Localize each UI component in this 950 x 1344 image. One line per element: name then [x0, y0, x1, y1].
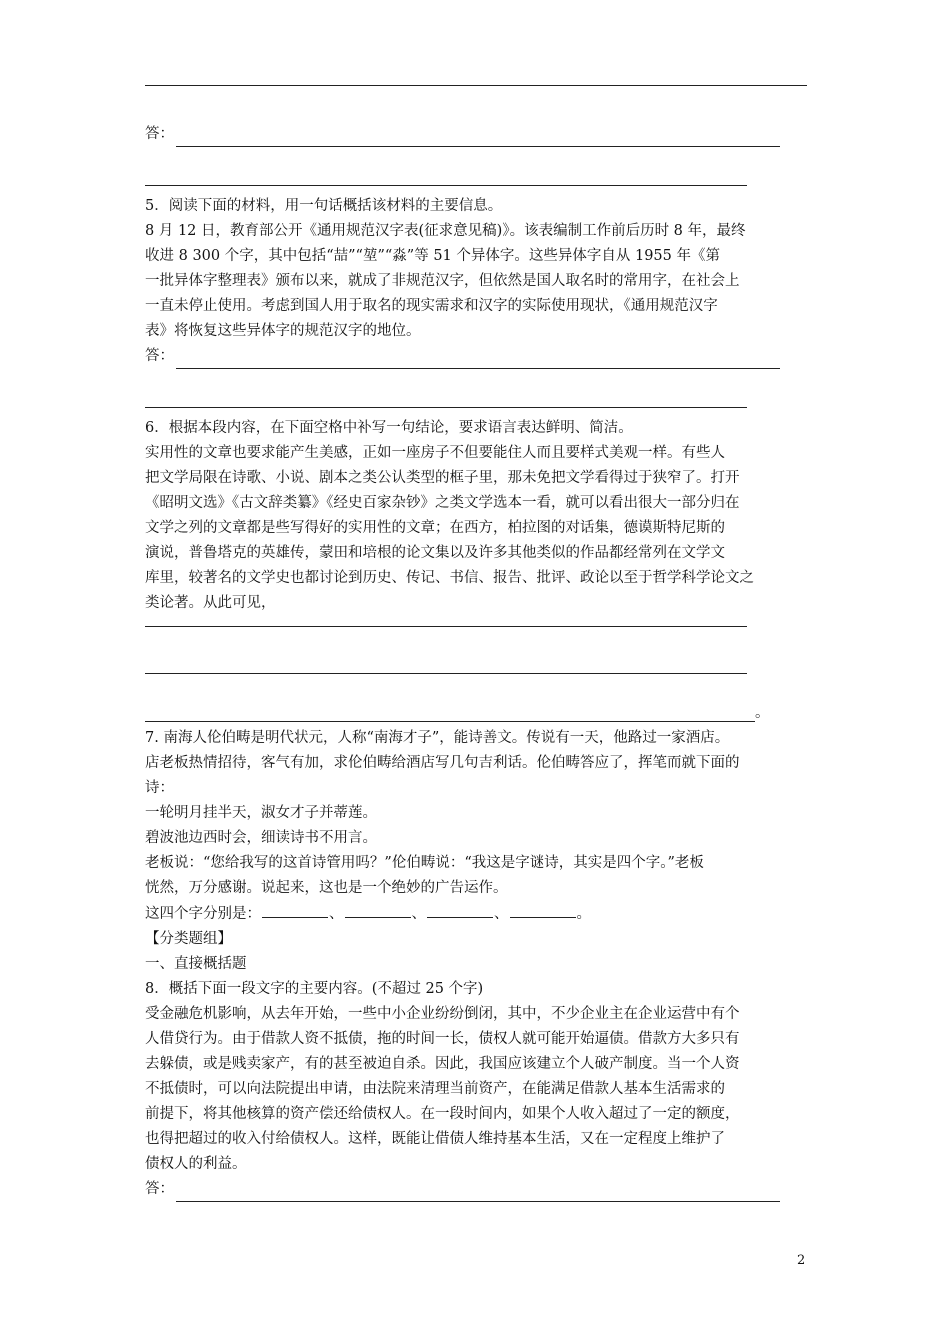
answer-blank[interactable]: [176, 351, 780, 369]
q7-after-1: 老板说：“您给我写的这首诗管用吗？”伦伯畴说：“我这是字谜诗，其实是四个字。”老板: [145, 855, 704, 871]
q8-line-6: 也得把超过的收入付给债权人。这样，既能让借债人维持基本生活，又在一定程度上维护了: [145, 1131, 725, 1147]
q7-line-2: 店老板热情招待，客气有加，求伦伯畴给酒店写几句吉利话。伦伯畴答应了，挥笔而就下面的: [145, 755, 740, 771]
answer-label: 答：: [145, 348, 174, 364]
q7-blank-2[interactable]: [345, 901, 411, 918]
q6-line-4: 文学之列的文章都是些写得好的实用性的文章；在西方，柏拉图的对话集，德谟斯特尼斯的: [145, 520, 725, 536]
page-number: 2: [797, 1253, 806, 1268]
q5-line-3: 一批异体字整理表》颁布以来，就成了非规范汉字，但依然是国人取名时的常用字，在社会上: [145, 273, 740, 289]
q7-prompt-line: [145, 901, 807, 927]
q7-poem-2: 碧波池边西时会，细读诗书不用言。: [145, 830, 377, 846]
section-heading: 一、直接概括题: [145, 956, 247, 972]
period: 。: [576, 906, 591, 922]
q6-title: 6．根据本段内容，在下面空格中补写一句结论，要求语言表达鲜明、简洁。: [145, 420, 633, 436]
period: 。: [755, 705, 770, 721]
answer-blank[interactable]: [176, 129, 780, 147]
q7-line-1: 7. 南海人伦伯畴是明代状元，人称“南海才子”，能诗善文。传说有一天，他路过一家酒店。: [145, 730, 730, 746]
q8-line-2: 人借贷行为。由于借款人资不抵债，拖的时间一长，债权人就可能开始逼债。借款方大多只有: [145, 1031, 740, 1047]
answer-line-q5: [145, 344, 807, 369]
q8-line-4: 不抵债时，可以向法院提出申请，由法院来清理当前资产，在能满足借款人基本生活需求的: [145, 1081, 725, 1097]
q7-poem-1: 一轮明月挂半天，淑女才子并蒂莲。: [145, 805, 377, 821]
answer-blank[interactable]: [176, 1184, 780, 1202]
q5-line-2: 收进 8 300 个字，其中包括“喆”“堃”“淼”等 51 个异体字。这些异体字自从 1955 年《第: [145, 248, 720, 264]
q5-title: 5．阅读下面的材料，用一句话概括该材料的主要信息。: [145, 198, 503, 214]
answer-label: 答：: [145, 126, 174, 142]
q7-blank-3[interactable]: [427, 901, 493, 918]
q8-line-5: 前提下，将其他核算的资产偿还给债权人。在一段时间内，如果个人收入超过了一定的额度，: [145, 1106, 740, 1122]
q6-line-5: 演说，普鲁塔克的英雄传，蒙田和培根的论文集以及许多其他类似的作品都经常列在文学文: [145, 545, 725, 561]
separator: 、: [329, 906, 344, 922]
q6-line-2: 把文学局限在诗歌、小说、剧本之类公认类型的框子里，那未免把文学看得过于狭窄了。打开: [145, 470, 740, 486]
group-heading: 【分类题组】: [145, 931, 232, 947]
q7-after-2: 恍然，万分感谢。说起来，这也是一个绝妙的广告运作。: [145, 880, 508, 896]
q6-line-7: 类论著。从此可见，: [145, 595, 276, 611]
q8-line-3: 去躲债，或是贱卖家产，有的甚至被迫自杀。因此，我国应该建立个人破产制度。当一个人资: [145, 1056, 740, 1072]
q8-title: 8．概括下面一段文字的主要内容。(不超过 25 个字): [145, 981, 484, 997]
q5-line-1: 8 月 12 日，教育部公开《通用规范汉字表(征求意见稿)》。该表编制工作前后历时 8 年，最终: [145, 223, 746, 239]
page-content: [145, 85, 807, 1202]
separator: 、: [411, 906, 426, 922]
q6-line-1: 实用性的文章也要求能产生美感，正如一座房子不但要能住人而且要样式美观一样。有些人: [145, 445, 725, 461]
q5-line-4: 一直未停止使用。考虑到国人用于取名的现实需求和汉字的实际使用现状，《通用规范汉字: [145, 298, 718, 314]
q5-line-5: 表》将恢复这些异体字的规范汉字的地位。: [145, 323, 421, 339]
q7-blank-4[interactable]: [510, 901, 576, 918]
answer-line-q8: [145, 1177, 807, 1202]
separator: 、: [494, 906, 509, 922]
q6-blank-3-line[interactable]: [145, 721, 755, 722]
q7-blank-1[interactable]: [262, 901, 328, 918]
q6-line-3: 《昭明文选》《古文辞类纂》《经史百家杂钞》之类文学选本一看，就可以看出很大一部分归在: [145, 495, 740, 511]
answer-label: 答：: [145, 1181, 174, 1197]
q8-line-7: 债权人的利益。: [145, 1156, 247, 1172]
q8-line-1: 受金融危机影响，从去年开始，一些中小企业纷纷倒闭，其中，不少企业主在企业运营中有个: [145, 1006, 740, 1022]
q7-line-3: 诗：: [145, 780, 174, 796]
answer-line-q4: [145, 122, 807, 147]
q7-prompt: 这四个字分别是：: [145, 906, 261, 922]
q6-blank-3: [145, 702, 807, 722]
q6-line-6: 库里，较著名的文学史也都讨论到历史、传记、书信、报告、批评、政论以至于哲学科学论文之: [145, 570, 754, 586]
